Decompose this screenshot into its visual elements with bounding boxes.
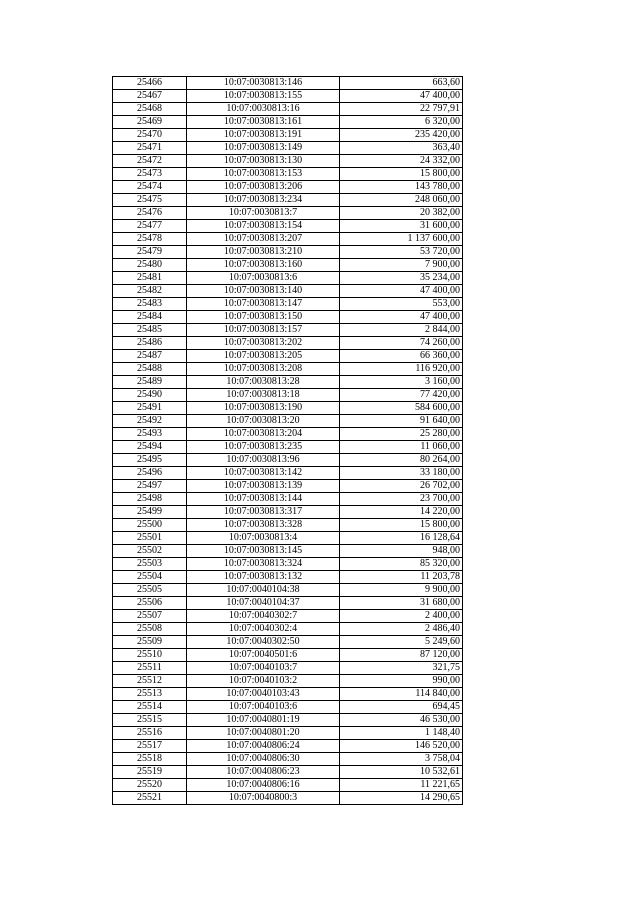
row-number-cell: 25471: [113, 142, 187, 155]
table-row: [113, 727, 463, 740]
amount-cell: 3 160,00: [340, 376, 463, 389]
row-number-cell: 25511: [113, 662, 187, 675]
table-row: [113, 298, 463, 311]
cadastral-number-cell: 10:07:0040103:7: [187, 662, 340, 675]
row-number-cell: 25501: [113, 532, 187, 545]
row-number-cell: 25516: [113, 727, 187, 740]
cadastral-number-cell: 10:07:0030813:147: [187, 298, 340, 311]
table-row: [113, 77, 463, 90]
amount-cell: 91 640,00: [340, 415, 463, 428]
row-number-cell: 25513: [113, 688, 187, 701]
cadastral-number-cell: 10:07:0040806:23: [187, 766, 340, 779]
table-row: [113, 519, 463, 532]
amount-cell: 143 780,00: [340, 181, 463, 194]
cadastral-number-cell: 10:07:0030813:18: [187, 389, 340, 402]
row-number-cell: 25484: [113, 311, 187, 324]
table-row: [113, 623, 463, 636]
row-number-cell: 25494: [113, 441, 187, 454]
cadastral-number-cell: 10:07:0040104:37: [187, 597, 340, 610]
row-number-cell: 25478: [113, 233, 187, 246]
amount-cell: 553,00: [340, 298, 463, 311]
table-row: [113, 441, 463, 454]
amount-cell: 31 680,00: [340, 597, 463, 610]
amount-cell: 85 320,00: [340, 558, 463, 571]
amount-cell: 663,60: [340, 77, 463, 90]
row-number-cell: 25468: [113, 103, 187, 116]
amount-cell: 15 800,00: [340, 168, 463, 181]
row-number-cell: 25489: [113, 376, 187, 389]
row-number-cell: 25483: [113, 298, 187, 311]
row-number-cell: 25487: [113, 350, 187, 363]
cadastral-number-cell: 10:07:0030813:7: [187, 207, 340, 220]
amount-cell: 20 382,00: [340, 207, 463, 220]
row-number-cell: 25514: [113, 701, 187, 714]
table-row: [113, 415, 463, 428]
row-number-cell: 25507: [113, 610, 187, 623]
cadastral-number-cell: 10:07:0030813:20: [187, 415, 340, 428]
row-number-cell: 25470: [113, 129, 187, 142]
table-row: [113, 337, 463, 350]
row-number-cell: 25474: [113, 181, 187, 194]
amount-cell: 5 249,60: [340, 636, 463, 649]
table-row: [113, 662, 463, 675]
cadastral-number-cell: 10:07:0030813:160: [187, 259, 340, 272]
table-row: [113, 467, 463, 480]
table-row: [113, 181, 463, 194]
row-number-cell: 25497: [113, 480, 187, 493]
table-row: [113, 493, 463, 506]
row-number-cell: 25490: [113, 389, 187, 402]
cadastral-number-cell: 10:07:0030813:145: [187, 545, 340, 558]
amount-cell: 363,40: [340, 142, 463, 155]
amount-cell: 6 320,00: [340, 116, 463, 129]
amount-cell: 14 290,65: [340, 792, 463, 805]
row-number-cell: 25467: [113, 90, 187, 103]
amount-cell: 87 120,00: [340, 649, 463, 662]
row-number-cell: 25517: [113, 740, 187, 753]
table-row: [113, 480, 463, 493]
row-number-cell: 25510: [113, 649, 187, 662]
row-number-cell: 25512: [113, 675, 187, 688]
cadastral-number-cell: 10:07:0030813:142: [187, 467, 340, 480]
amount-cell: 7 900,00: [340, 259, 463, 272]
amount-cell: 53 720,00: [340, 246, 463, 259]
table-row: [113, 714, 463, 727]
amount-cell: 15 800,00: [340, 519, 463, 532]
amount-cell: 74 260,00: [340, 337, 463, 350]
table-row: [113, 558, 463, 571]
table-row: [113, 272, 463, 285]
table-row: [113, 376, 463, 389]
cadastral-number-cell: 10:07:0030813:149: [187, 142, 340, 155]
cadastral-number-cell: 10:07:0030813:208: [187, 363, 340, 376]
cadastral-number-cell: 10:07:0030813:139: [187, 480, 340, 493]
cadastral-number-cell: 10:07:0030813:205: [187, 350, 340, 363]
amount-cell: 47 400,00: [340, 311, 463, 324]
table-row: [113, 571, 463, 584]
cadastral-number-cell: 10:07:0040806:30: [187, 753, 340, 766]
cadastral-number-cell: 10:07:0030813:6: [187, 272, 340, 285]
row-number-cell: 25469: [113, 116, 187, 129]
table-row: [113, 103, 463, 116]
table-row: [113, 168, 463, 181]
table-row: [113, 142, 463, 155]
row-number-cell: 25472: [113, 155, 187, 168]
row-number-cell: 25491: [113, 402, 187, 415]
table-row: [113, 610, 463, 623]
row-number-cell: 25486: [113, 337, 187, 350]
table-body: [113, 77, 463, 805]
amount-cell: 77 420,00: [340, 389, 463, 402]
table-row: [113, 389, 463, 402]
row-number-cell: 25500: [113, 519, 187, 532]
table-row: [113, 311, 463, 324]
cadastral-number-cell: 10:07:0030813:234: [187, 194, 340, 207]
cadastral-number-cell: 10:07:0030813:96: [187, 454, 340, 467]
row-number-cell: 25480: [113, 259, 187, 272]
cadastral-number-cell: 10:07:0030813:154: [187, 220, 340, 233]
amount-cell: 2 844,00: [340, 324, 463, 337]
table-row: [113, 363, 463, 376]
cadastral-number-cell: 10:07:0030813:16: [187, 103, 340, 116]
amount-cell: 14 220,00: [340, 506, 463, 519]
table-row: [113, 220, 463, 233]
row-number-cell: 25509: [113, 636, 187, 649]
table-row: [113, 688, 463, 701]
cadastral-number-cell: 10:07:0040103:6: [187, 701, 340, 714]
table-row: [113, 506, 463, 519]
amount-cell: 235 420,00: [340, 129, 463, 142]
amount-cell: 9 900,00: [340, 584, 463, 597]
cadastral-number-cell: 10:07:0030813:324: [187, 558, 340, 571]
amount-cell: 35 234,00: [340, 272, 463, 285]
cadastral-number-cell: 10:07:0030813:191: [187, 129, 340, 142]
amount-cell: 248 060,00: [340, 194, 463, 207]
amount-cell: 31 600,00: [340, 220, 463, 233]
amount-cell: 321,75: [340, 662, 463, 675]
table-row: [113, 129, 463, 142]
amount-cell: 2 486,40: [340, 623, 463, 636]
row-number-cell: 25496: [113, 467, 187, 480]
table-row: [113, 116, 463, 129]
cadastral-number-cell: 10:07:0040103:43: [187, 688, 340, 701]
table-row: [113, 766, 463, 779]
cadastral-number-cell: 10:07:0040806:24: [187, 740, 340, 753]
row-number-cell: 25482: [113, 285, 187, 298]
row-number-cell: 25473: [113, 168, 187, 181]
amount-cell: 114 840,00: [340, 688, 463, 701]
cadastral-number-cell: 10:07:0030813:235: [187, 441, 340, 454]
table-row: [113, 285, 463, 298]
cadastral-number-cell: 10:07:0040302:50: [187, 636, 340, 649]
row-number-cell: 25476: [113, 207, 187, 220]
cadastral-table: [112, 76, 463, 805]
cadastral-number-cell: 10:07:0030813:202: [187, 337, 340, 350]
table-row: [113, 194, 463, 207]
row-number-cell: 25498: [113, 493, 187, 506]
amount-cell: 116 920,00: [340, 363, 463, 376]
amount-cell: 24 332,00: [340, 155, 463, 168]
row-number-cell: 25520: [113, 779, 187, 792]
cadastral-number-cell: 10:07:0030813:28: [187, 376, 340, 389]
row-number-cell: 25519: [113, 766, 187, 779]
row-number-cell: 25477: [113, 220, 187, 233]
table-row: [113, 246, 463, 259]
cadastral-number-cell: 10:07:0030813:155: [187, 90, 340, 103]
row-number-cell: 25479: [113, 246, 187, 259]
amount-cell: 80 264,00: [340, 454, 463, 467]
table-row: [113, 428, 463, 441]
amount-cell: 694,45: [340, 701, 463, 714]
cadastral-number-cell: 10:07:0030813:190: [187, 402, 340, 415]
amount-cell: 25 280,00: [340, 428, 463, 441]
amount-cell: 2 400,00: [340, 610, 463, 623]
table-row: [113, 350, 463, 363]
cadastral-number-cell: 10:07:0030813:130: [187, 155, 340, 168]
row-number-cell: 25518: [113, 753, 187, 766]
row-number-cell: 25481: [113, 272, 187, 285]
table-row: [113, 155, 463, 168]
cadastral-number-cell: 10:07:0030813:161: [187, 116, 340, 129]
cadastral-number-cell: 10:07:0030813:132: [187, 571, 340, 584]
table-row: [113, 649, 463, 662]
amount-cell: 22 797,91: [340, 103, 463, 116]
row-number-cell: 25495: [113, 454, 187, 467]
amount-cell: 10 532,61: [340, 766, 463, 779]
amount-cell: 3 758,04: [340, 753, 463, 766]
cadastral-number-cell: 10:07:0040806:16: [187, 779, 340, 792]
amount-cell: 1 148,40: [340, 727, 463, 740]
table-row: [113, 584, 463, 597]
row-number-cell: 25504: [113, 571, 187, 584]
row-number-cell: 25493: [113, 428, 187, 441]
table-row: [113, 324, 463, 337]
amount-cell: 23 700,00: [340, 493, 463, 506]
table-row: [113, 675, 463, 688]
table-row: [113, 636, 463, 649]
cadastral-number-cell: 10:07:0030813:157: [187, 324, 340, 337]
amount-cell: 948,00: [340, 545, 463, 558]
row-number-cell: 25506: [113, 597, 187, 610]
cadastral-number-cell: 10:07:0040302:4: [187, 623, 340, 636]
cadastral-number-cell: 10:07:0040801:20: [187, 727, 340, 740]
table-row: [113, 532, 463, 545]
table-row: [113, 233, 463, 246]
row-number-cell: 25521: [113, 792, 187, 805]
cadastral-number-cell: 10:07:0030813:210: [187, 246, 340, 259]
amount-cell: 26 702,00: [340, 480, 463, 493]
table-row: [113, 740, 463, 753]
cadastral-number-cell: 10:07:0030813:140: [187, 285, 340, 298]
cadastral-number-cell: 10:07:0030813:153: [187, 168, 340, 181]
amount-cell: 66 360,00: [340, 350, 463, 363]
amount-cell: 990,00: [340, 675, 463, 688]
row-number-cell: 25503: [113, 558, 187, 571]
row-number-cell: 25515: [113, 714, 187, 727]
cadastral-number-cell: 10:07:0040800:3: [187, 792, 340, 805]
table-row: [113, 90, 463, 103]
table-row: [113, 792, 463, 805]
cadastral-number-cell: 10:07:0030813:317: [187, 506, 340, 519]
row-number-cell: 25488: [113, 363, 187, 376]
cadastral-number-cell: 10:07:0030813:204: [187, 428, 340, 441]
row-number-cell: 25485: [113, 324, 187, 337]
cadastral-number-cell: 10:07:0040103:2: [187, 675, 340, 688]
cadastral-number-cell: 10:07:0040501:6: [187, 649, 340, 662]
cadastral-number-cell: 10:07:0030813:146: [187, 77, 340, 90]
row-number-cell: 25508: [113, 623, 187, 636]
table-row: [113, 597, 463, 610]
amount-cell: 47 400,00: [340, 90, 463, 103]
amount-cell: 33 180,00: [340, 467, 463, 480]
row-number-cell: 25466: [113, 77, 187, 90]
amount-cell: 11 060,00: [340, 441, 463, 454]
row-number-cell: 25502: [113, 545, 187, 558]
cadastral-number-cell: 10:07:0030813:144: [187, 493, 340, 506]
table-row: [113, 545, 463, 558]
cadastral-number-cell: 10:07:0040302:7: [187, 610, 340, 623]
row-number-cell: 25492: [113, 415, 187, 428]
table-row: [113, 779, 463, 792]
table-row: [113, 753, 463, 766]
row-number-cell: 25505: [113, 584, 187, 597]
table-row: [113, 259, 463, 272]
amount-cell: 16 128,64: [340, 532, 463, 545]
table-row: [113, 207, 463, 220]
amount-cell: 11 221,65: [340, 779, 463, 792]
amount-cell: 46 530,00: [340, 714, 463, 727]
cadastral-number-cell: 10:07:0030813:206: [187, 181, 340, 194]
cadastral-number-cell: 10:07:0030813:328: [187, 519, 340, 532]
amount-cell: 584 600,00: [340, 402, 463, 415]
table-row: [113, 454, 463, 467]
row-number-cell: 25499: [113, 506, 187, 519]
amount-cell: 146 520,00: [340, 740, 463, 753]
cadastral-number-cell: 10:07:0030813:150: [187, 311, 340, 324]
cadastral-number-cell: 10:07:0030813:4: [187, 532, 340, 545]
amount-cell: 47 400,00: [340, 285, 463, 298]
table-row: [113, 701, 463, 714]
table-row: [113, 402, 463, 415]
cadastral-number-cell: 10:07:0040104:38: [187, 584, 340, 597]
cadastral-number-cell: 10:07:0040801:19: [187, 714, 340, 727]
cadastral-number-cell: 10:07:0030813:207: [187, 233, 340, 246]
amount-cell: 11 203,78: [340, 571, 463, 584]
row-number-cell: 25475: [113, 194, 187, 207]
amount-cell: 1 137 600,00: [340, 233, 463, 246]
